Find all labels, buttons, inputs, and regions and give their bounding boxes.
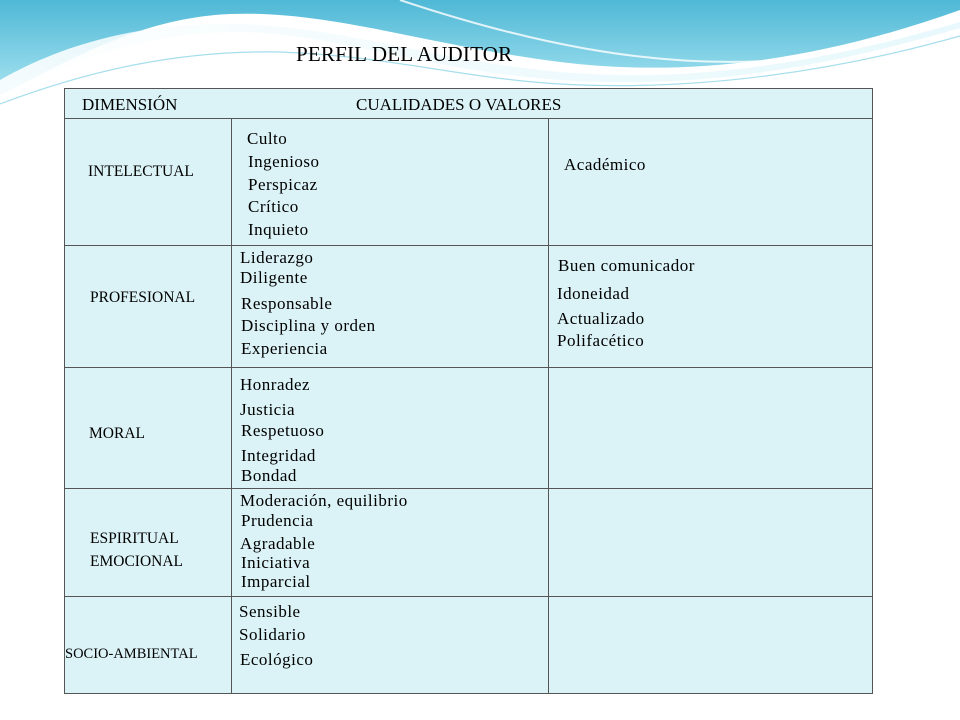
- quality-item: Disciplina y orden: [241, 316, 376, 335]
- quality-item: Integridad: [241, 446, 316, 465]
- quality-item: Inquieto: [248, 220, 309, 239]
- quality-item: Actualizado: [557, 309, 645, 328]
- auditor-profile-table: [64, 88, 873, 694]
- quality-item: Perspicaz: [248, 175, 318, 194]
- quality-item: Liderazgo: [240, 248, 314, 267]
- quality-item: Crítico: [248, 197, 299, 216]
- table-row: [548, 367, 873, 489]
- quality-item: Sensible: [239, 602, 301, 621]
- quality-item: Polifacético: [557, 331, 645, 350]
- quality-item: Respetuoso: [241, 421, 325, 440]
- header-qualities: CUALIDADES O VALORES: [356, 95, 562, 114]
- dimension-label: EMOCIONAL: [90, 553, 183, 570]
- dimension-label: MORAL: [89, 425, 145, 442]
- quality-item: Justicia: [240, 400, 295, 419]
- quality-item: Agradable: [240, 534, 316, 553]
- quality-item: Bondad: [241, 466, 297, 485]
- dimension-label: SOCIO-AMBIENTAL: [65, 646, 198, 662]
- header-dimension: DIMENSIÓN: [82, 95, 178, 114]
- dimension-label: INTELECTUAL: [88, 163, 194, 180]
- quality-item: Idoneidad: [557, 284, 630, 303]
- table-row: [548, 596, 873, 694]
- quality-item: Diligente: [240, 268, 308, 287]
- quality-item: Académico: [564, 155, 646, 174]
- quality-item: Iniciativa: [241, 553, 311, 572]
- quality-item: Ecológico: [240, 650, 314, 669]
- quality-item: Moderación, equilibrio: [240, 491, 408, 510]
- quality-item: Honradez: [240, 375, 311, 394]
- page-title: PERFIL DEL AUDITOR: [296, 42, 513, 66]
- quality-item: Ingenioso: [248, 152, 320, 171]
- quality-item: Culto: [247, 129, 288, 148]
- dimension-label: ESPIRITUAL: [90, 530, 179, 547]
- table-row: [548, 118, 873, 246]
- dimension-label: PROFESIONAL: [90, 289, 196, 306]
- quality-item: Buen comunicador: [558, 256, 695, 275]
- quality-item: Responsable: [241, 294, 333, 313]
- quality-item: Imparcial: [241, 572, 311, 591]
- quality-item: Experiencia: [241, 339, 328, 358]
- quality-item: Solidario: [239, 625, 306, 644]
- quality-item: Prudencia: [241, 511, 314, 530]
- table-row: [548, 488, 873, 597]
